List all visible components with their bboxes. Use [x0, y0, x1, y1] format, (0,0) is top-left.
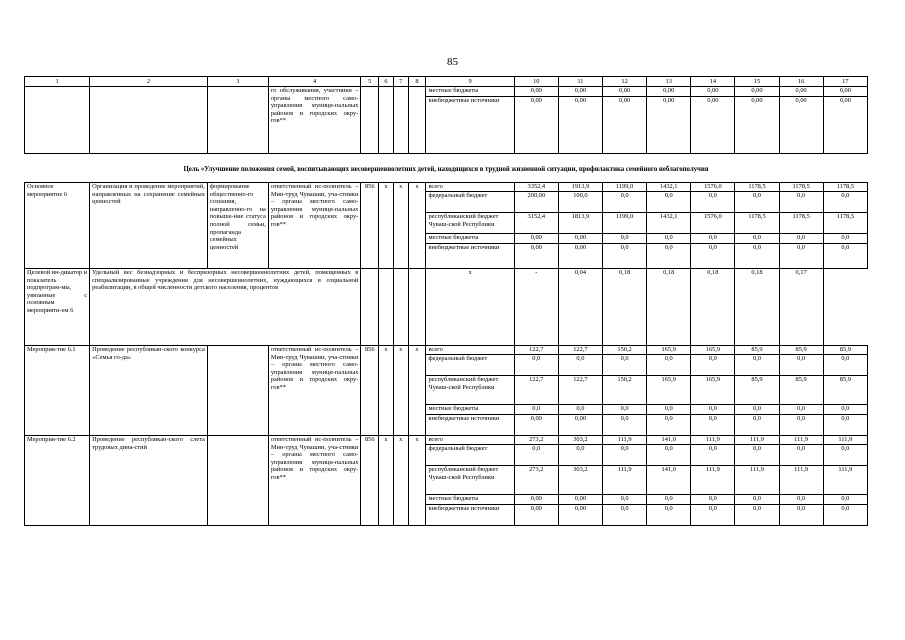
value-cell: 0,00 — [735, 87, 779, 97]
value-cell: 111,9 — [779, 466, 823, 495]
value-cell: 111,9 — [603, 436, 647, 445]
value-cell: 0,0 — [691, 445, 735, 466]
value-cell: 1178,5 — [823, 183, 867, 192]
value-cell: 0,0 — [603, 234, 647, 244]
funding-source: местные бюджеты — [426, 87, 514, 97]
value-cell: 3152,4 — [514, 213, 558, 234]
value-cell: 0,0 — [735, 355, 779, 376]
funding-source: всего — [426, 183, 514, 192]
column-header: 9 — [426, 77, 514, 87]
activity-name: Мероприя-тие 6.1 — [25, 346, 90, 436]
value-cell: 0,0 — [823, 445, 867, 466]
value-cell: 0,0 — [735, 192, 779, 213]
indicator-value: 0,04 — [558, 269, 602, 346]
value-cell: 0,00 — [558, 505, 602, 526]
funding-source: республиканский бюджет Чуваш-ской Республики — [426, 213, 514, 234]
executor-cell: ответственный ис-полнитель – Мин-труд Чувашии, уча-стники – органы местного само-управления муници-пальных районов и городских окру-гов** — [268, 436, 360, 526]
value-cell: 0,0 — [735, 244, 779, 269]
value-cell: 111,9 — [823, 466, 867, 495]
goal-heading: Цель «Улучшение положения семей, воспитывающих несовершеннолетних детей, находящихся в трудной жизненной ситуации, профилактика семейного неблагополучия — [183, 166, 709, 173]
value-cell: 1178,5 — [779, 183, 823, 192]
funding-source: местные бюджеты — [426, 405, 514, 415]
value-cell: 0,00 — [558, 87, 602, 97]
value-cell: 0,00 — [823, 87, 867, 97]
value-cell: 122,7 — [558, 376, 602, 405]
column-header: 17 — [823, 77, 867, 87]
value-cell: 0,0 — [823, 415, 867, 436]
activity-description: Проведение республикан-ского конкурса «Семья го-да» — [90, 346, 208, 436]
value-cell: 0,0 — [647, 495, 691, 505]
value-cell: 0,0 — [647, 192, 691, 213]
value-cell: 1199,0 — [603, 183, 647, 192]
value-cell: 85,9 — [779, 346, 823, 355]
empty-cell — [361, 87, 379, 154]
value-cell: 100,0 — [558, 192, 602, 213]
column-header: 16 — [779, 77, 823, 87]
value-cell: 0,00 — [603, 87, 647, 97]
m62-row — [25, 436, 868, 445]
value-cell: 1178,5 — [779, 213, 823, 234]
column-header: 8 — [408, 77, 426, 87]
value-cell: 165,9 — [647, 376, 691, 405]
value-cell: 0,0 — [779, 355, 823, 376]
funding-source: внебюджетные источники — [426, 505, 514, 526]
indicator-value: 0,18 — [735, 269, 779, 346]
value-cell: 122,7 — [514, 346, 558, 355]
value-cell: 0,0 — [691, 415, 735, 436]
value-cell: 0,0 — [647, 355, 691, 376]
value-cell: 85,9 — [823, 346, 867, 355]
code-cell: x — [379, 346, 394, 436]
indicator-value: 0,18 — [691, 269, 735, 346]
empty-cell — [408, 269, 426, 346]
empty-cell — [207, 346, 268, 436]
value-cell: 85,9 — [735, 346, 779, 355]
value-cell: 0,00 — [514, 244, 558, 269]
value-cell: 3352,4 — [514, 183, 558, 192]
activity-description: Организация и проведение мероприятий, направленных на сохранение семейных ценностей — [90, 183, 208, 269]
value-cell: 0,0 — [779, 445, 823, 466]
value-cell: 0,00 — [779, 87, 823, 97]
value-cell: 0,0 — [779, 415, 823, 436]
funding-source: федеральный бюджет — [426, 192, 514, 213]
empty-cell — [393, 269, 408, 346]
funding-source: республиканский бюджет Чуваш-ской Республики — [426, 376, 514, 405]
indicator-row — [25, 269, 868, 346]
indicator-name: Целевой ин-дикатор и показатель подпрограм-мы, увязанные с основным мероприяти-ем 6 — [25, 269, 90, 346]
goal-row — [25, 154, 868, 183]
column-header: 15 — [735, 77, 779, 87]
column-header: 10 — [514, 77, 558, 87]
value-cell: 0,0 — [779, 405, 823, 415]
value-cell: 165,9 — [691, 376, 735, 405]
column-header: 5 — [361, 77, 379, 87]
indicator-value: 0,18 — [603, 269, 647, 346]
value-cell: 0,0 — [823, 505, 867, 526]
funding-source: федеральный бюджет — [426, 445, 514, 466]
value-cell: 0,0 — [823, 234, 867, 244]
empty-cell — [361, 269, 379, 346]
column-header: 11 — [558, 77, 602, 87]
code-cell: x — [408, 183, 426, 269]
value-cell: 141,0 — [647, 466, 691, 495]
value-cell: 111,9 — [691, 436, 735, 445]
column-header: 13 — [647, 77, 691, 87]
empty-cell — [408, 87, 426, 154]
value-cell: 1199,0 — [603, 213, 647, 234]
funding-source: федеральный бюджет — [426, 355, 514, 376]
column-header: 12 — [603, 77, 647, 87]
value-cell: 1432,1 — [647, 213, 691, 234]
value-cell: 0,0 — [514, 355, 558, 376]
indicator-value: 0,17 — [779, 269, 823, 346]
value-cell: 1178,5 — [735, 213, 779, 234]
column-header: 3 — [207, 77, 268, 87]
continuation-row — [25, 87, 868, 97]
value-cell: 111,9 — [779, 436, 823, 445]
page-number: 85 — [447, 56, 458, 68]
value-cell: 0,0 — [823, 405, 867, 415]
value-cell: 0,0 — [735, 405, 779, 415]
value-cell: 0,00 — [514, 87, 558, 97]
empty-cell — [393, 87, 408, 154]
value-cell: 273,2 — [514, 466, 558, 495]
value-cell: 0,00 — [647, 87, 691, 97]
value-cell: 0,0 — [647, 244, 691, 269]
funding-source: местные бюджеты — [426, 495, 514, 505]
code-cell: x — [393, 436, 408, 526]
value-cell: 111,9 — [735, 466, 779, 495]
value-cell: 85,9 — [779, 376, 823, 405]
indicator-value: x — [426, 269, 514, 346]
code-cell: x — [393, 346, 408, 436]
value-cell: 0,00 — [558, 244, 602, 269]
value-cell: 0,0 — [823, 192, 867, 213]
value-cell: 303,2 — [558, 466, 602, 495]
empty-cell — [207, 87, 268, 154]
value-cell: 0,0 — [603, 495, 647, 505]
value-cell: 0,0 — [779, 495, 823, 505]
value-cell: 0,00 — [558, 415, 602, 436]
value-cell: 0,0 — [691, 355, 735, 376]
value-cell: 0,0 — [603, 445, 647, 466]
value-cell: 150,2 — [603, 346, 647, 355]
value-cell: 0,0 — [735, 234, 779, 244]
value-cell: 273,2 — [514, 436, 558, 445]
value-cell: 111,9 — [603, 466, 647, 495]
value-cell: 150,2 — [603, 376, 647, 405]
value-cell: 303,2 — [558, 436, 602, 445]
value-cell: 1576,0 — [691, 213, 735, 234]
code-cell: 856 — [361, 183, 379, 269]
column-header: 4 — [268, 77, 360, 87]
value-cell: 165,9 — [691, 346, 735, 355]
indicator-value: - — [514, 269, 558, 346]
code-cell: x — [408, 346, 426, 436]
code-cell: 856 — [361, 436, 379, 526]
empty-cell — [379, 87, 394, 154]
value-cell: 0,00 — [514, 495, 558, 505]
funding-source: внебюджетные источники — [426, 97, 514, 154]
value-cell: 1178,5 — [823, 213, 867, 234]
value-cell: 0,00 — [691, 87, 735, 97]
value-cell: 1432,1 — [647, 183, 691, 192]
value-cell: 0,00 — [779, 97, 823, 154]
executor-cell: ответственный ис-полнитель – Мин-труд Чувашии, уча-стники – органы местного само-управления муници-пальных районов и городских окру-гов** — [268, 346, 360, 436]
value-cell: 0,0 — [647, 415, 691, 436]
value-cell: 85,9 — [735, 376, 779, 405]
value-cell: 0,00 — [558, 234, 602, 244]
funding-source: внебюджетные источники — [426, 244, 514, 269]
indicator-value: 0,18 — [647, 269, 691, 346]
funding-source: всего — [426, 346, 514, 355]
empty-cell — [207, 436, 268, 526]
value-cell: 0,0 — [735, 495, 779, 505]
column-header: 2 — [90, 77, 208, 87]
value-cell: 0,00 — [823, 97, 867, 154]
activity-description: Проведение республикан-ского слета трудовых дина-стий — [90, 436, 208, 526]
value-cell: 0,00 — [514, 234, 558, 244]
activity-name: Мероприя-тие 6.2 — [25, 436, 90, 526]
value-cell: 0,0 — [603, 355, 647, 376]
executor-cell: ответственный ис-полнитель – Мин-труд Чувашии, уча-стники – органы местного само-управления муници-пальных районов и городских окру-гов** — [268, 183, 360, 269]
value-cell: 0,0 — [603, 415, 647, 436]
value-cell: 165,9 — [647, 346, 691, 355]
value-cell: 111,9 — [823, 436, 867, 445]
funding-source: республиканский бюджет Чуваш-ской Республики — [426, 466, 514, 495]
value-cell: 0,0 — [735, 415, 779, 436]
value-cell: 0,0 — [558, 355, 602, 376]
funding-source: внебюджетные источники — [426, 415, 514, 436]
value-cell: 0,00 — [603, 97, 647, 154]
activity-result: формирование общественно-го сознания, направленно-го на повыше-ние статуса полной семьи, пропаганда семейных ценностей — [207, 183, 268, 269]
value-cell: 0,0 — [823, 495, 867, 505]
main6-row — [25, 183, 868, 192]
value-cell: 0,0 — [691, 192, 735, 213]
value-cell: 0,0 — [514, 445, 558, 466]
value-cell: 111,9 — [735, 436, 779, 445]
value-cell: 85,9 — [823, 376, 867, 405]
value-cell: 0,0 — [603, 505, 647, 526]
value-cell: 0,0 — [691, 495, 735, 505]
value-cell: 0,0 — [735, 505, 779, 526]
column-header: 14 — [691, 77, 735, 87]
value-cell: 1913,9 — [558, 183, 602, 192]
value-cell: 200,00 — [514, 192, 558, 213]
column-header: 1 — [25, 77, 90, 87]
value-cell: 0,00 — [691, 97, 735, 154]
funding-source: местные бюджеты — [426, 234, 514, 244]
value-cell: 0,0 — [735, 445, 779, 466]
executor-cell: го обслуживания, участники – органы местного само-управления муници-пальных районов и городских окру-гов** — [268, 87, 360, 154]
value-cell: 1178,5 — [735, 183, 779, 192]
value-cell: 0,0 — [779, 244, 823, 269]
value-cell: 0,0 — [691, 244, 735, 269]
code-cell: x — [379, 183, 394, 269]
code-cell: 856 — [361, 346, 379, 436]
value-cell: 122,7 — [558, 346, 602, 355]
value-cell: 0,0 — [647, 505, 691, 526]
value-cell: 122,7 — [514, 376, 558, 405]
value-cell: 0,0 — [691, 234, 735, 244]
value-cell: 0,00 — [514, 415, 558, 436]
value-cell: 0,0 — [603, 405, 647, 415]
code-cell: x — [408, 436, 426, 526]
value-cell: 0,0 — [823, 244, 867, 269]
value-cell: 0,0 — [603, 192, 647, 213]
code-cell: x — [393, 183, 408, 269]
value-cell: 0,0 — [691, 505, 735, 526]
code-cell: x — [379, 436, 394, 526]
column-header: 7 — [393, 77, 408, 87]
value-cell: 0,0 — [647, 234, 691, 244]
value-cell: 0,00 — [558, 495, 602, 505]
value-cell: 1813,9 — [558, 213, 602, 234]
empty-cell — [379, 269, 394, 346]
value-cell: 0,0 — [779, 192, 823, 213]
value-cell: 0,0 — [558, 405, 602, 415]
value-cell: 0,0 — [647, 405, 691, 415]
value-cell: 0,0 — [558, 445, 602, 466]
indicator-description: Удельный вес безнадзорных и беспризорных несовершеннолетних детей, помещенных в специализированные учреждения для несовершеннолетних, нуждающихся в социальной реабилитации, в общей численности детского населения, процентов — [90, 269, 361, 346]
value-cell: 0,0 — [603, 244, 647, 269]
value-cell: 0,00 — [558, 97, 602, 154]
value-cell: 0,0 — [514, 405, 558, 415]
value-cell: 0,00 — [647, 97, 691, 154]
value-cell: 0,0 — [779, 505, 823, 526]
value-cell: 0,0 — [647, 445, 691, 466]
value-cell: 0,0 — [823, 355, 867, 376]
value-cell: 0,00 — [514, 97, 558, 154]
value-cell: 141,0 — [647, 436, 691, 445]
header-row — [25, 77, 868, 87]
activity-name: Основное мероприятие 6 — [25, 183, 90, 269]
column-header: 6 — [379, 77, 394, 87]
value-cell: 0,0 — [779, 234, 823, 244]
value-cell: 1576,0 — [691, 183, 735, 192]
empty-cell — [25, 87, 90, 154]
m61-row — [25, 346, 868, 355]
funding-source: всего — [426, 436, 514, 445]
program-table — [24, 76, 868, 526]
empty-cell — [90, 87, 208, 154]
value-cell: 0,0 — [691, 405, 735, 415]
value-cell: 111,9 — [691, 466, 735, 495]
value-cell: 0,00 — [514, 505, 558, 526]
value-cell: 0,00 — [735, 97, 779, 154]
